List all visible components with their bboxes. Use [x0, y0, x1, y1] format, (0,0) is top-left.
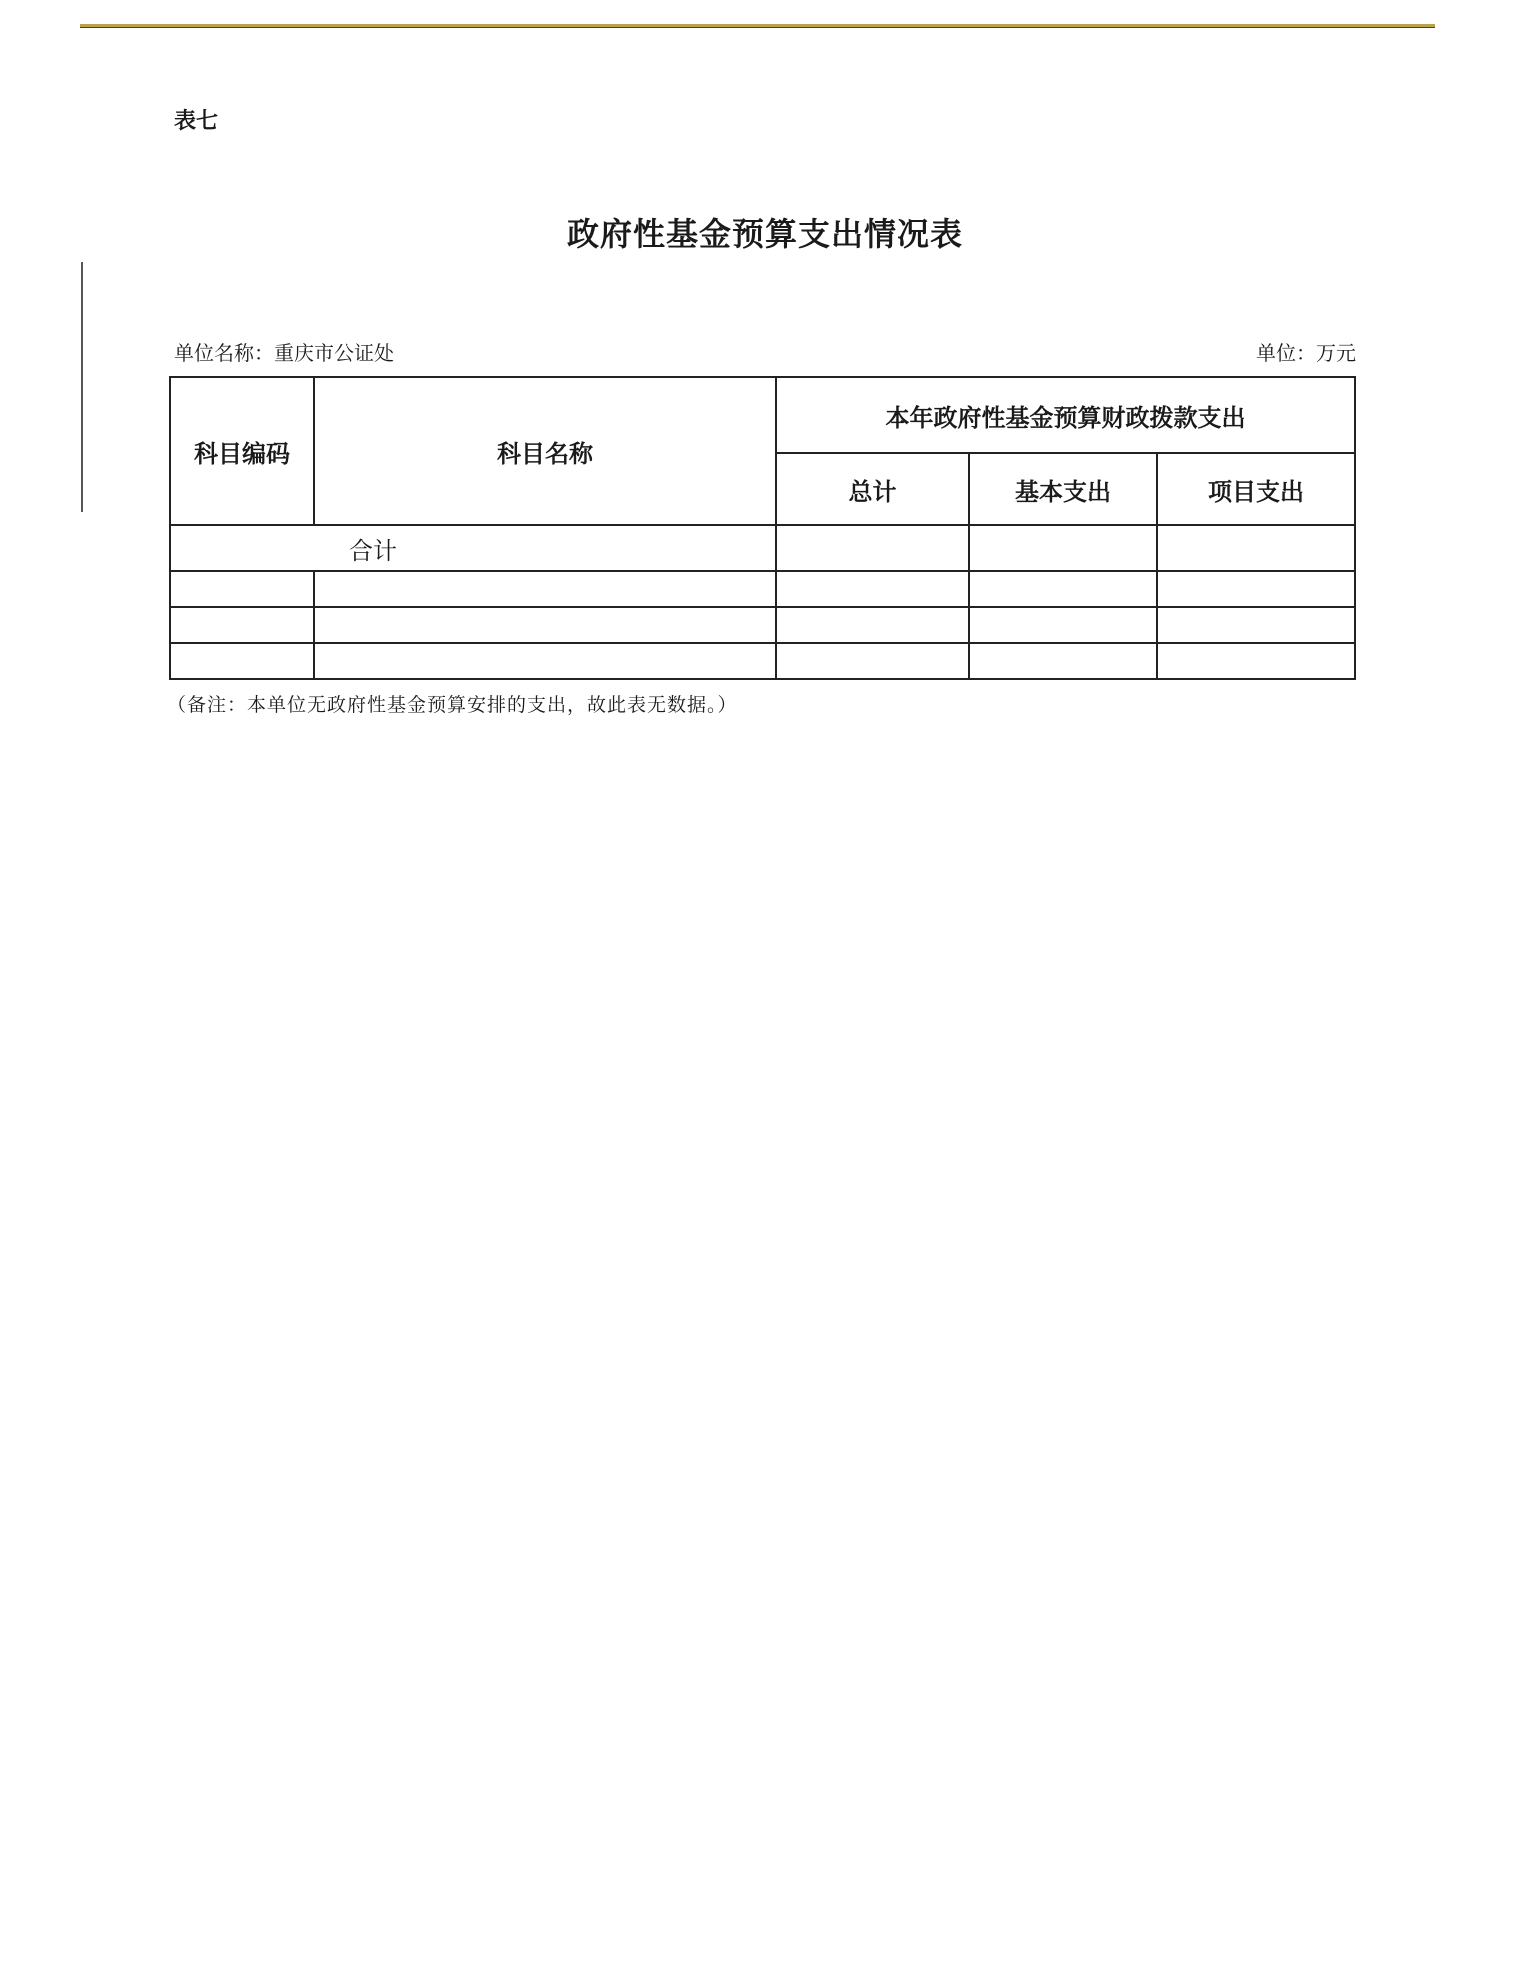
header-project: 项目支出: [1157, 453, 1355, 525]
row-name: [314, 607, 776, 643]
row-code: [170, 643, 314, 679]
footnote: （备注：本单位无政府性基金预算安排的支出，故此表无数据。）: [167, 694, 738, 716]
row-project: [1157, 571, 1355, 607]
row-total: [776, 607, 969, 643]
row-name: [314, 643, 776, 679]
row-project: [1157, 643, 1355, 679]
header-name: 科目名称: [314, 377, 776, 525]
table-row: [170, 643, 1355, 679]
row-code: [170, 607, 314, 643]
margin-mark: [81, 262, 83, 512]
header-row-1: [170, 377, 1355, 453]
row-code: [170, 571, 314, 607]
total-row-project: [1157, 525, 1355, 571]
total-row-total: [776, 525, 969, 571]
row-basic: [969, 607, 1157, 643]
total-row-basic: [969, 525, 1157, 571]
row-basic: [969, 643, 1157, 679]
header-total: 总计: [776, 453, 969, 525]
budget-table: [169, 376, 1356, 680]
unit-of-measure: 单位：万元: [1256, 341, 1356, 365]
unit-name: 单位名称：重庆市公证处: [174, 341, 394, 365]
header-group: 本年政府性基金预算财政拨款支出: [776, 377, 1355, 453]
total-label: 合计: [170, 525, 776, 571]
header-code: 科目编码: [170, 377, 314, 525]
row-total: [776, 643, 969, 679]
header-basic: 基本支出: [969, 453, 1157, 525]
table-row: [170, 571, 1355, 607]
top-border-line: [80, 24, 1435, 28]
row-project: [1157, 607, 1355, 643]
total-row: [170, 525, 1355, 571]
row-name: [314, 571, 776, 607]
row-basic: [969, 571, 1157, 607]
table-label: 表七: [174, 109, 219, 134]
page-title: 政府性基金预算支出情况表: [566, 215, 963, 253]
row-total: [776, 571, 969, 607]
table-row: [170, 607, 1355, 643]
